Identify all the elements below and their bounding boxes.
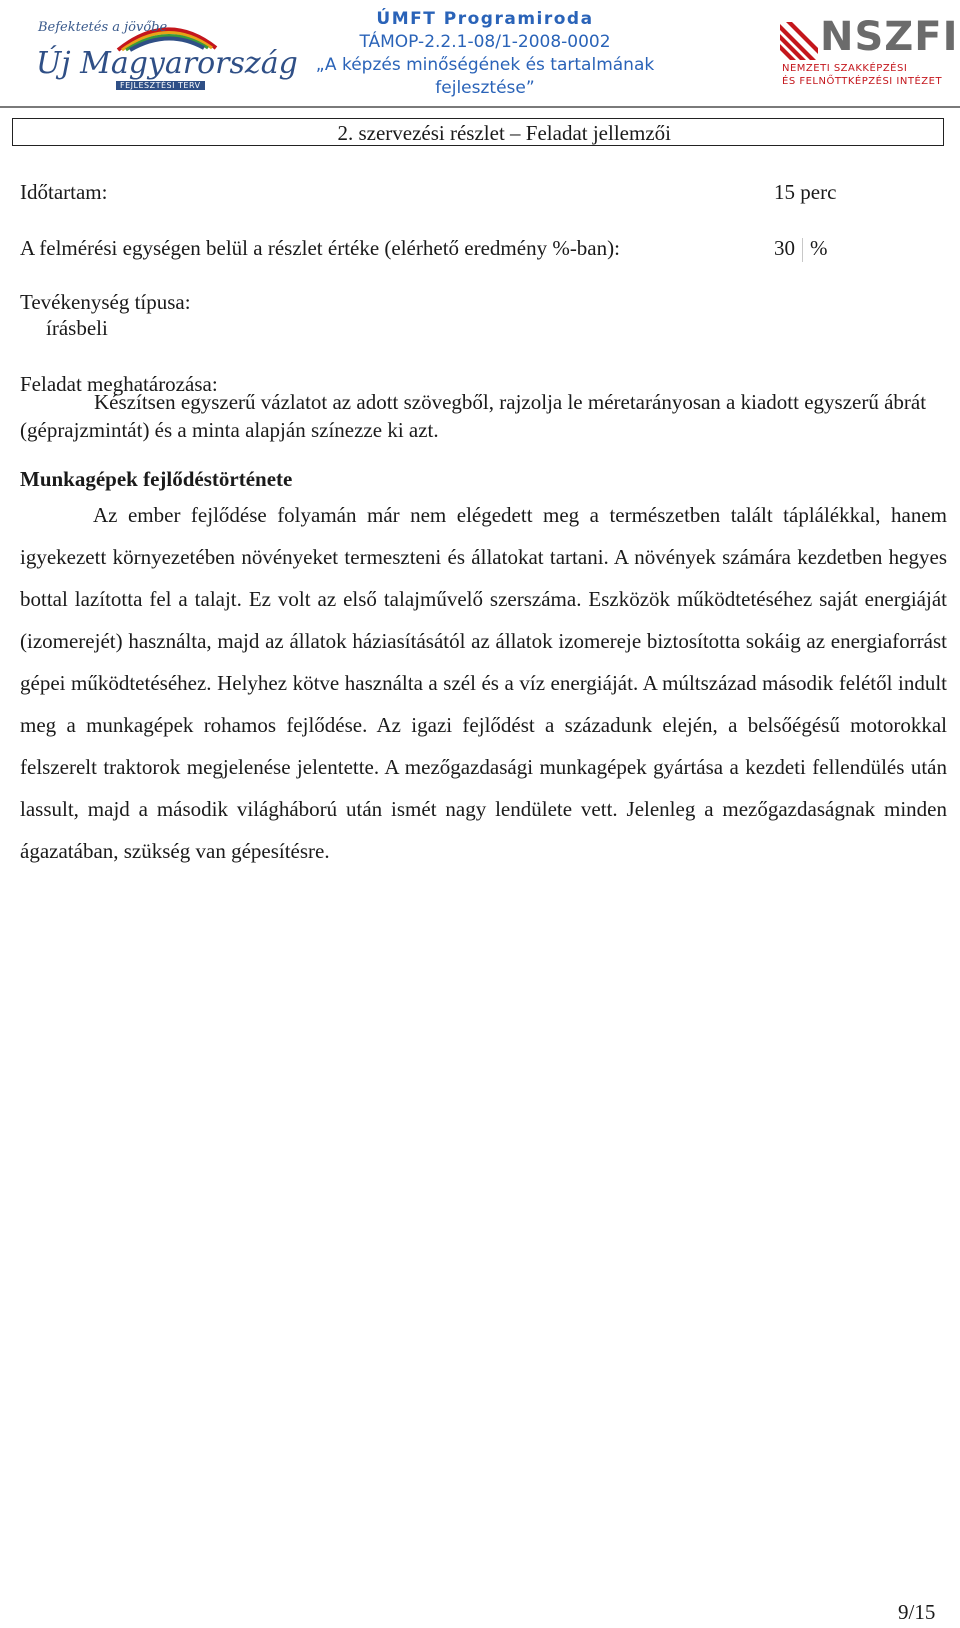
- weight-label: A felmérési egységen belül a részlet értéke (elérhető eredmény %-ban):: [20, 236, 620, 260]
- section-heading-box: [12, 118, 944, 146]
- header-divider: [0, 106, 960, 108]
- header-project-title-1: „A képzés minőségének és tartalmának: [315, 55, 655, 75]
- logo-slogan: Befektetés a jövőbe: [38, 20, 168, 35]
- task-description: Készítsen egyszerű vázlatot az adott szövegből, rajzolja le méretarányosan a kiadott egyszerű ábrát (géprajzmintát) és a minta alapján színezze ki azt.: [20, 390, 927, 442]
- article-body: Az ember fejlődése folyamán már nem elégedett meg a természetben talált táplálékkal, hanem igyekezett környezetében növényeket termeszteni és állatokat tartani. A növények számára kezdetben hegyes bottal lazította fel a talajt. Ez volt az első talajművelő szerszáma. Eszközök működtetéséhez saját energiáját (izomerejét) használta, majd az állatok háziasításától az állatok izomereje biztosította sokáig az energiaforrást gépei működtetéséhez. Helyhez kötve használta a szél és a víz energiáját. A múltszázad második felétől indult meg a munkagépek rohamos fejlődése. Az igazi fejlődést a századunk elején, a belsőégésű motorokkal felszerelt traktorok megjelenése jelentette. A mezőgazdasági munkagépek gyártása a kezdeti fellendülés után lassult, majd a második világháború után ismét nagy lendülete vett. Jelenleg a mezőgazdaságnak minden ágazatában, szükség van gépesítésre.: [20, 503, 947, 863]
- header-project-code: TÁMOP-2.2.1-08/1-2008-0002: [359, 32, 611, 52]
- weight-unit: %: [810, 236, 828, 260]
- activity-label: Tevékenység típusa:: [20, 290, 191, 314]
- article-title: Munkagépek fejlődéstörténete: [20, 467, 293, 491]
- header-organization: ÚMFT Programiroda: [376, 9, 594, 29]
- activity-value: írásbeli: [46, 316, 108, 340]
- nszfi-name: NSZFI: [820, 14, 959, 60]
- header-project-info: [300, 8, 670, 100]
- weight-separator: [802, 238, 803, 262]
- page-header: [0, 0, 960, 112]
- logo-plan: FEJLESZTÉSI TERV: [116, 81, 205, 90]
- page-number: 9/15: [898, 1600, 936, 1624]
- nszfi-subtitle-2: ÉS FELNŐTTKÉPZÉSI INTÉZET: [782, 76, 943, 87]
- duration-value: 15 perc: [774, 180, 837, 204]
- logo-brand: Új Magyarország: [36, 46, 298, 81]
- weight-value: 30: [774, 236, 795, 260]
- uj-magyarorszag-logo: [30, 12, 298, 92]
- header-project-title-2: fejlesztése”: [435, 78, 535, 98]
- task-label: Feladat meghatározása:: [20, 372, 218, 396]
- nszfi-subtitle-1: NEMZETI SZAKKÉPZÉSI: [782, 63, 908, 74]
- duration-label: Időtartam:: [20, 180, 108, 204]
- section-heading: 2. szervezési részlet – Feladat jellemzői: [337, 121, 671, 145]
- nszfi-logo: [780, 14, 959, 90]
- nszfi-stripes-icon: [780, 22, 820, 60]
